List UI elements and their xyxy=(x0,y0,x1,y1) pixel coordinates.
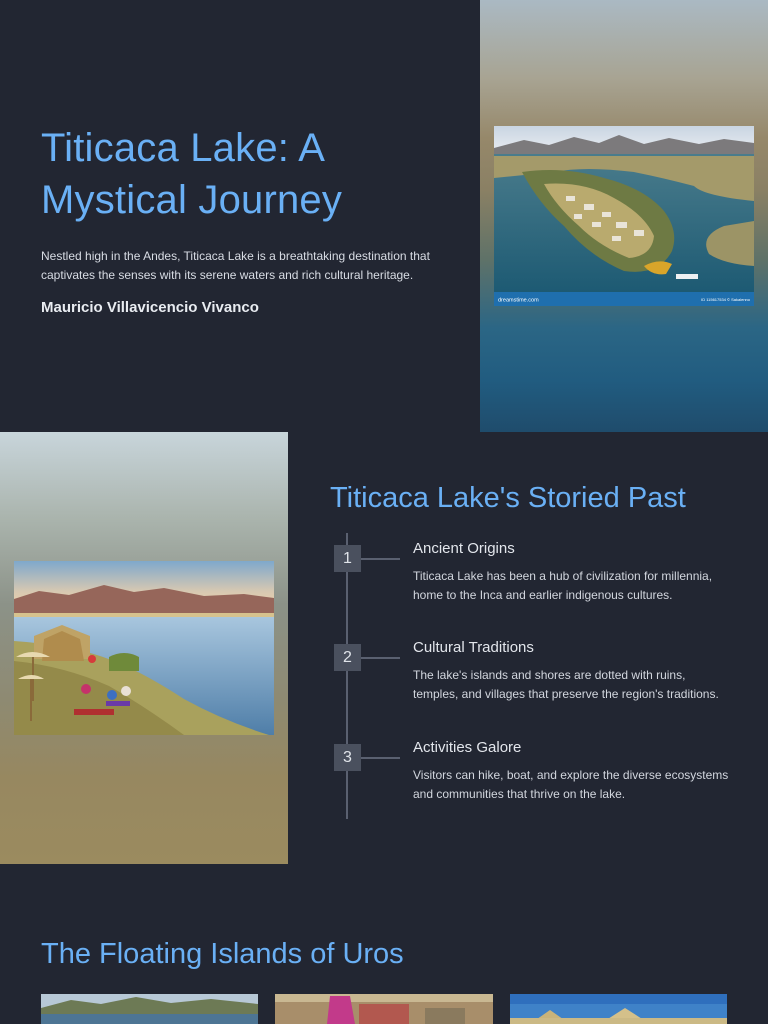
timeline-connector xyxy=(361,558,400,560)
uros-title: The Floating Islands of Uros xyxy=(41,938,404,970)
hero-section xyxy=(0,0,768,432)
svg-text:dreamstime.com: dreamstime.com xyxy=(498,297,539,304)
hero-description: Nestled high in the Andes, Titicaca Lake is a breathtaking destination that captivates the senses with its serene waters and rich cultural heritage. xyxy=(41,249,430,282)
hero-text xyxy=(41,122,441,316)
timeline-connector xyxy=(361,757,400,759)
timeline-connector xyxy=(361,657,400,659)
svg-text:ID 115617534 © Sakalenno: ID 115617534 © Sakalenno xyxy=(701,297,750,302)
timeline-line xyxy=(346,533,348,819)
timeline-heading: Activities Galore xyxy=(413,739,522,756)
timeline-heading: Ancient Origins xyxy=(413,540,515,557)
hero-author: Mauricio Villavicencio Vivanco xyxy=(41,299,259,316)
timeline-heading: Cultural Traditions xyxy=(413,639,534,656)
timeline-number-badge: 3 xyxy=(334,744,361,771)
hero-title: Titicaca Lake: A Mystical Journey xyxy=(41,126,343,222)
hero-image xyxy=(494,126,754,306)
uros-thumbnail[interactable] xyxy=(41,994,258,1024)
history-title: Titicaca Lake's Storied Past xyxy=(330,482,686,514)
timeline-number-badge: 2 xyxy=(334,644,361,671)
timeline-text: Titicaca Lake has been a hub of civilization for millennia, home to the Inca and earlier indigenous cultures. xyxy=(413,569,713,602)
uros-thumbnail[interactable] xyxy=(275,994,493,1024)
history-image xyxy=(14,561,274,735)
timeline-text: The lake's islands and shores are dotted with ruins, temples, and villages that preserve the region's traditions. xyxy=(413,668,719,701)
timeline-number-badge: 1 xyxy=(334,545,361,572)
timeline-text: Visitors can hike, boat, and explore the diverse ecosystems and communities that thrive on the lake. xyxy=(413,768,729,801)
uros-thumbnail[interactable] xyxy=(510,994,727,1024)
